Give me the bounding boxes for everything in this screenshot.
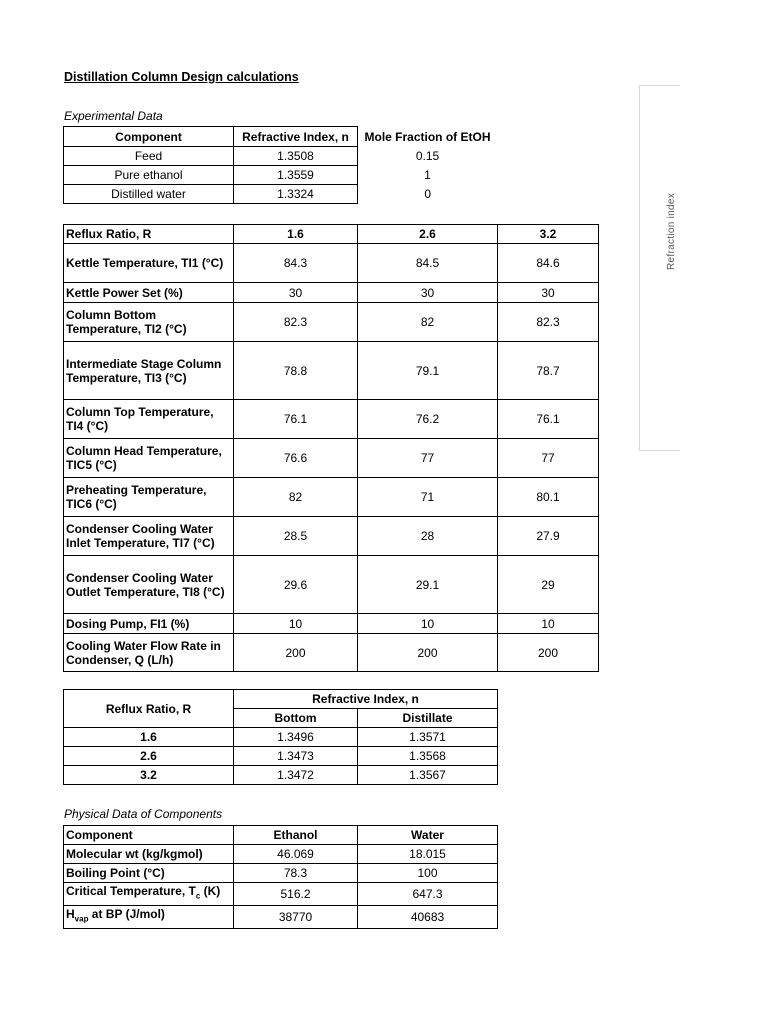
row-label: 1.6	[64, 728, 234, 747]
table-row	[64, 244, 599, 283]
table-row	[64, 747, 498, 766]
column-header: 3.2	[498, 225, 599, 244]
table-cell: 30	[358, 283, 498, 303]
table-cell: 28	[358, 517, 498, 556]
row-label: Cooling Water Flow Rate in Condenser, Q (L/h)	[64, 634, 234, 672]
table-row	[64, 342, 599, 400]
table-row	[64, 185, 498, 204]
table-row	[64, 283, 599, 303]
table-header-row	[64, 826, 498, 845]
table-row	[64, 517, 599, 556]
table-cell: 29	[498, 556, 599, 614]
table-cell: 1.3472	[234, 766, 358, 785]
column-group-header: Refractive Index, n	[234, 690, 498, 709]
table-cell: Distilled water	[64, 185, 234, 204]
row-header: Component	[64, 826, 234, 845]
table-header-row	[64, 225, 599, 244]
table-cell: 28.5	[234, 517, 358, 556]
row-label: 2.6	[64, 747, 234, 766]
table-header-row	[64, 127, 498, 147]
physical-data-table	[63, 825, 498, 929]
table-cell: 516.2	[234, 883, 358, 906]
table-row	[64, 634, 599, 672]
row-label: Boiling Point (°C)	[64, 864, 234, 883]
row-label: Column Head Temperature, TIC5 (°C)	[64, 439, 234, 478]
row-header: Reflux Ratio, R	[64, 225, 234, 244]
table-cell: 38770	[234, 906, 358, 929]
table-cell: 30	[498, 283, 599, 303]
row-label: Molecular wt (kg/kgmol)	[64, 845, 234, 864]
y-axis-label: Refraction index	[666, 192, 677, 270]
column-header: 2.6	[358, 225, 498, 244]
table-cell: 84.6	[498, 244, 599, 283]
table-cell: 76.1	[234, 400, 358, 439]
table-cell: 82	[358, 303, 498, 342]
label-subscript: c	[195, 891, 201, 901]
table-cell: 27.9	[498, 517, 599, 556]
row-label: Dosing Pump, FI1 (%)	[64, 614, 234, 634]
table-row	[64, 400, 599, 439]
table-cell: 647.3	[358, 883, 498, 906]
table-cell: 77	[498, 439, 599, 478]
table-cell: 82.3	[234, 303, 358, 342]
row-label: Kettle Temperature, TI1 (°C)	[64, 244, 234, 283]
label-subscript: vap	[74, 914, 89, 924]
column-header: Ethanol	[234, 826, 358, 845]
table-cell: 40683	[358, 906, 498, 929]
table-cell: 1.3568	[358, 747, 498, 766]
row-label: Condenser Cooling Water Outlet Temperature, TI8 (°C)	[64, 556, 234, 614]
column-header: Mole Fraction of EtOH	[364, 129, 491, 144]
table-cell: 30	[234, 283, 358, 303]
table-cell: 0	[424, 187, 432, 201]
label-tail: (K)	[200, 884, 221, 899]
row-label: Preheating Temperature, TIC6 (°C)	[64, 478, 234, 517]
table-cell: 76.1	[498, 400, 599, 439]
column-header: 1.6	[234, 225, 358, 244]
table-cell: 1	[424, 168, 431, 182]
table-cell: 82.3	[498, 303, 599, 342]
table-cell: 1.3567	[358, 766, 498, 785]
table-cell: Feed	[64, 147, 234, 166]
table-header-row	[64, 690, 498, 709]
table-cell: 29.1	[358, 556, 498, 614]
table-row	[64, 478, 599, 517]
table-cell: 10	[234, 614, 358, 634]
table-row	[64, 439, 599, 478]
document-title: Distillation Column Design calculations	[64, 70, 299, 84]
label-main: H	[66, 907, 75, 922]
physical-data-caption: Physical Data of Components	[64, 807, 223, 821]
table-cell: 82	[234, 478, 358, 517]
table-row	[64, 614, 599, 634]
table-cell: 10	[498, 614, 599, 634]
label-tail: at BP (J/mol)	[88, 907, 165, 922]
table-cell: 1.3473	[234, 747, 358, 766]
table-cell: 1.3324	[234, 185, 358, 204]
refractive-index-table	[63, 689, 498, 785]
row-label	[64, 906, 234, 929]
table-row	[64, 728, 498, 747]
table-cell: 29.6	[234, 556, 358, 614]
table-row	[64, 556, 599, 614]
table-row	[64, 766, 498, 785]
table-cell: 1.3571	[358, 728, 498, 747]
experimental-data-table	[63, 126, 498, 204]
table-cell: 78.8	[234, 342, 358, 400]
table-row	[64, 864, 498, 883]
table-cell: Pure ethanol	[64, 166, 234, 185]
table-cell: 80.1	[498, 478, 599, 517]
table-cell: 78.3	[234, 864, 358, 883]
row-label: Kettle Power Set (%)	[64, 283, 234, 303]
table-row	[64, 883, 498, 906]
table-cell: 84.3	[234, 244, 358, 283]
row-label: 3.2	[64, 766, 234, 785]
row-label: Column Bottom Temperature, TI2 (°C)	[64, 303, 234, 342]
operating-conditions-table	[63, 224, 599, 672]
row-label: Condenser Cooling Water Inlet Temperature, TI7 (°C)	[64, 517, 234, 556]
table-row	[64, 147, 498, 166]
row-label: Intermediate Stage Column Temperature, TI3 (°C)	[64, 342, 234, 400]
column-header: Distillate	[358, 709, 498, 728]
row-label: Column Top Temperature, TI4 (°C)	[64, 400, 234, 439]
column-header: Bottom	[234, 709, 358, 728]
table-cell: 0.15	[415, 149, 440, 163]
table-cell: 77	[358, 439, 498, 478]
table-cell: 78.7	[498, 342, 599, 400]
column-header: Component	[64, 127, 234, 147]
row-header: Reflux Ratio, R	[64, 690, 234, 728]
table-cell: 79.1	[358, 342, 498, 400]
table-cell: 200	[234, 634, 358, 672]
table-row	[64, 303, 599, 342]
table-cell: 100	[358, 864, 498, 883]
table-cell: 18.015	[358, 845, 498, 864]
table-cell: 1.3496	[234, 728, 358, 747]
experimental-data-caption: Experimental Data	[64, 109, 163, 123]
table-cell: 76.2	[358, 400, 498, 439]
table-cell: 84.5	[358, 244, 498, 283]
table-row	[64, 166, 498, 185]
table-row	[64, 906, 498, 929]
label-main: Critical Temperature, T	[66, 884, 196, 899]
table-cell: 76.6	[234, 439, 358, 478]
table-cell: 200	[498, 634, 599, 672]
table-cell: 46.069	[234, 845, 358, 864]
column-header: Refractive Index, n	[234, 127, 358, 147]
table-cell: 1.3559	[234, 166, 358, 185]
table-cell: 1.3508	[234, 147, 358, 166]
row-label	[64, 883, 234, 906]
table-cell: 10	[358, 614, 498, 634]
table-cell: 200	[358, 634, 498, 672]
table-row	[64, 845, 498, 864]
column-header: Water	[358, 826, 498, 845]
table-cell: 71	[358, 478, 498, 517]
